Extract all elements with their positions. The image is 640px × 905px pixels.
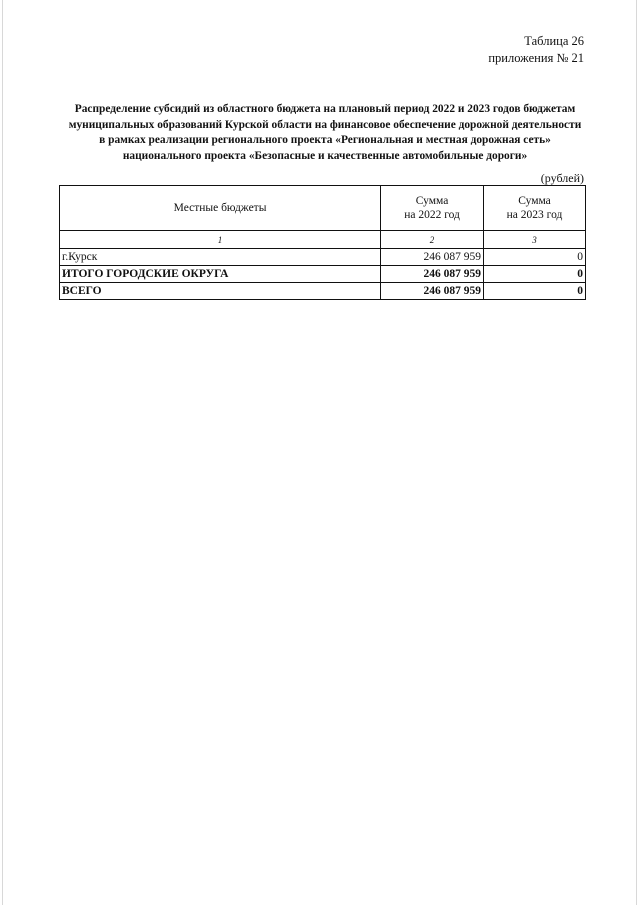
header-sum-2023-line1: Сумма — [518, 195, 551, 207]
title-line: национального проекта «Безопасные и качественные автомобильные дороги» — [122, 149, 528, 162]
row-value-2023: 0 — [484, 249, 586, 266]
row-value-2023: 0 — [484, 266, 586, 283]
table-number: Таблица 26 — [524, 34, 584, 48]
header-sum-2022 — [381, 186, 484, 231]
title-line: муниципальных образований Курской области на финансовое обеспечение дорожной деятельности — [68, 118, 582, 131]
row-value-2022: 246 087 959 — [381, 283, 484, 300]
header-local-budgets: Местные бюджеты — [60, 186, 381, 231]
title-line: в рамках реализации регионального проекта «Региональная и местная дорожная сеть» — [99, 134, 551, 147]
row-name: ВСЕГО — [60, 283, 381, 300]
column-number: 2 — [381, 231, 484, 249]
table-header-row — [60, 186, 586, 231]
page-edge-left — [2, 0, 3, 905]
column-number: 3 — [484, 231, 586, 249]
document-reference — [488, 33, 584, 67]
budget-table — [59, 185, 586, 300]
row-value-2023: 0 — [484, 283, 586, 300]
row-name: г.Курск — [60, 249, 381, 266]
table-row — [60, 249, 586, 266]
row-name: ИТОГО ГОРОДСКИЕ ОКРУГА — [60, 266, 381, 283]
header-sum-2023-line2: на 2023 год — [506, 209, 563, 221]
page-edge-right — [636, 0, 637, 905]
column-number: 1 — [60, 231, 381, 249]
header-sum-2022-line2: на 2022 год — [404, 209, 460, 221]
title-line: Распределение субсидий из областного бюджета на плановый период 2022 и 2023 годов бюджетам — [74, 103, 576, 115]
appendix-number: приложения № 21 — [488, 51, 584, 65]
header-sum-2022-line1: Сумма — [415, 195, 449, 207]
table-row-subtotal — [60, 266, 586, 283]
header-sum-2023 — [484, 186, 586, 231]
units-label: (рублей) — [540, 171, 584, 185]
column-numbers-row — [60, 231, 586, 249]
document-title — [60, 102, 590, 164]
row-value-2022: 246 087 959 — [381, 249, 484, 266]
row-value-2022: 246 087 959 — [381, 266, 484, 283]
table-row-total — [60, 283, 586, 300]
